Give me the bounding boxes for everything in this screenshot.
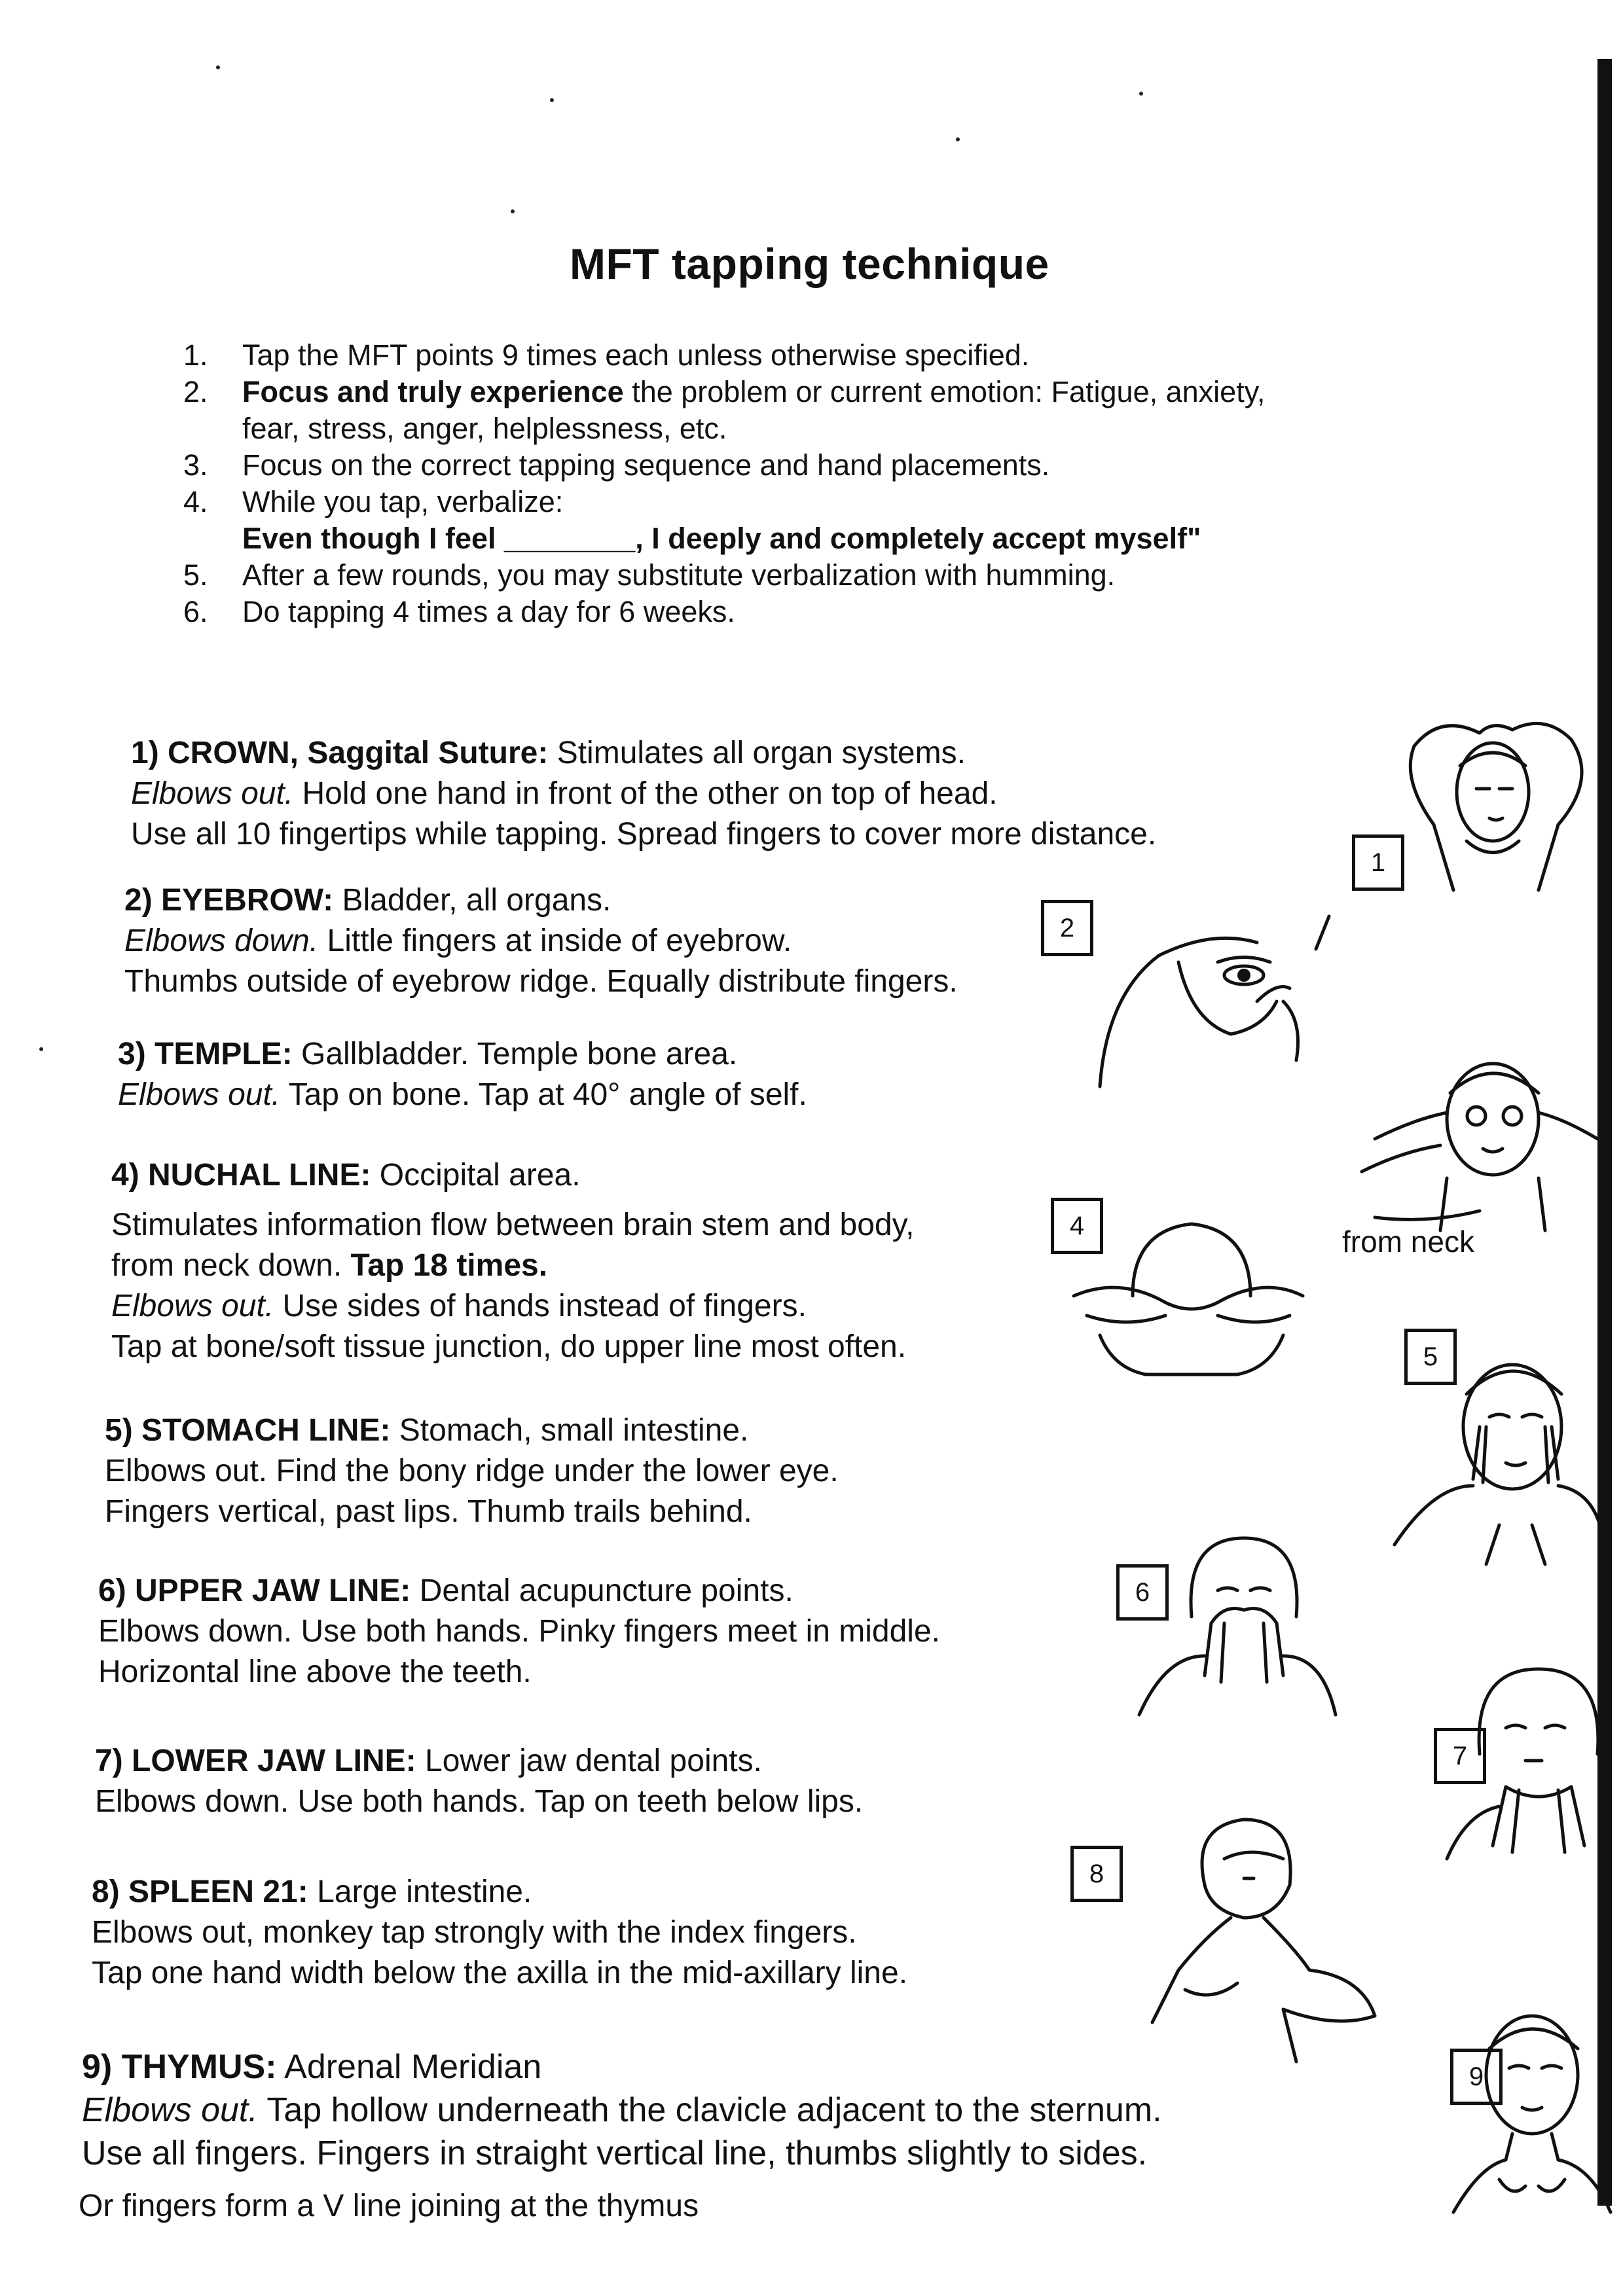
point-instruction: Tap at bone/soft tissue junction, do upper line most often. <box>111 1329 907 1364</box>
upper-jaw-tapping-illustration <box>1126 1525 1342 1721</box>
point-instruction: Horizontal line above the teeth. <box>98 1655 532 1689</box>
scan-speck <box>1139 92 1143 96</box>
point-instruction: Elbows down. Use both hands. Pinky fingers meet in middle. <box>98 1614 940 1649</box>
point-instruction: Elbows out, monkey tap strongly with the index fingers. <box>92 1915 857 1950</box>
scan-speck <box>956 137 960 141</box>
point-description: Large intestine. <box>308 1874 532 1909</box>
point-instruction: Use sides of hands instead of fingers. <box>274 1289 807 1323</box>
point-name: 2) EYEBROW: <box>124 883 334 918</box>
point-instruction: Little fingers at inside of eyebrow. <box>318 924 792 958</box>
scan-speck <box>216 65 220 69</box>
item-text: Tap the MFT points 9 times each unless otherwise specified. <box>242 338 1030 372</box>
spleen-21-tapping-illustration <box>1126 1806 1401 2068</box>
instruction-item <box>183 447 1349 484</box>
crown-tapping-illustration <box>1362 694 1611 916</box>
point-instruction: Elbows out. Find the bony ridge under the lower eye. <box>105 1454 839 1488</box>
point-description: Adrenal Meridian <box>276 2048 542 2086</box>
point-elbow-position: Elbows out. <box>131 776 294 811</box>
point-upper-jaw-line <box>98 1571 940 1693</box>
point-name: 5) STOMACH LINE: <box>105 1413 391 1448</box>
point-instruction: Tap one hand width below the axilla in the mid-axillary line. <box>92 1956 908 1990</box>
point-instruction: Tap hollow underneath the clavicle adjacent to the sternum. <box>257 2091 1162 2129</box>
item-text: While you tap, verbalize: <box>242 485 564 518</box>
point-description: Gallbladder. Temple bone area. <box>292 1037 738 1071</box>
point-lower-jaw-line <box>95 1741 863 1822</box>
affirmation-text: Even though I feel ________, I deeply and completely accept myself" <box>242 522 1201 555</box>
instruction-item <box>183 374 1349 447</box>
from-neck-note: from neck <box>1342 1225 1474 1259</box>
instruction-list <box>183 337 1349 630</box>
instruction-item <box>183 484 1349 557</box>
item-text: Focus on the correct tapping sequence and hand placements. <box>242 448 1050 482</box>
point-stomach-line <box>105 1410 839 1532</box>
point-elbow-position: Elbows out. <box>111 1289 274 1323</box>
point-name: 1) CROWN, Saggital Suture: <box>131 736 549 770</box>
point-elbow-position: Elbows out. <box>82 2091 258 2129</box>
point-instruction: Use all fingers. Fingers in straight vertical line, thumbs slightly to sides. <box>82 2134 1148 2172</box>
point-elbow-position: Elbows out. <box>118 1077 281 1112</box>
point-instruction: Use all 10 fingertips while tapping. Spread fingers to cover more distance. <box>131 817 1157 852</box>
point-instruction: Thumbs outside of eyebrow ridge. Equally distribute fingers. <box>124 964 958 999</box>
point-name: 6) UPPER JAW LINE: <box>98 1573 411 1608</box>
figure-number-box: 5 <box>1404 1329 1457 1385</box>
item-text-continued: fear, stress, anger, helplessness, etc. <box>242 412 727 445</box>
point-description: Stimulates all organ systems. <box>548 736 966 770</box>
point-description: Lower jaw dental points. <box>416 1744 762 1778</box>
point-thymus <box>82 2045 1162 2175</box>
point-name: 8) SPLEEN 21: <box>92 1874 308 1909</box>
figure-number-box: 4 <box>1051 1198 1103 1254</box>
point-instruction: Stimulates information flow between brain stem and body, <box>111 1208 915 1242</box>
item-number: 4. <box>183 485 208 518</box>
point-name: 4) NUCHAL LINE: <box>111 1158 371 1193</box>
scan-speck <box>511 209 515 213</box>
point-crown <box>131 733 1156 855</box>
point-nuchal-line <box>111 1155 914 1367</box>
point-name: 9) THYMUS: <box>82 2048 277 2086</box>
cutoff-line: Or fingers form a V line joining at the thymus <box>79 2189 699 2223</box>
figure-number-box: 7 <box>1434 1728 1486 1784</box>
point-spleen-21 <box>92 1872 907 1994</box>
item-text: Do tapping 4 times a day for 6 weeks. <box>242 595 735 628</box>
lower-jaw-tapping-illustration <box>1440 1656 1617 1872</box>
item-text: the problem or current emotion: Fatigue, anxiety, <box>623 375 1266 408</box>
item-number: 1. <box>183 338 208 372</box>
point-description: Bladder, all organs. <box>333 883 611 918</box>
instruction-item <box>183 337 1349 374</box>
point-instruction: Fingers vertical, past lips. Thumb trails behind. <box>105 1494 752 1529</box>
figure-number-box: 1 <box>1352 834 1404 891</box>
scan-speck <box>39 1047 43 1051</box>
figure-number-box: 6 <box>1116 1564 1169 1621</box>
page-title: MFT tapping technique <box>570 240 1049 288</box>
point-instruction: Elbows down. Use both hands. Tap on teeth below lips. <box>95 1784 864 1819</box>
figure-number-box: 2 <box>1041 900 1093 956</box>
instruction-item <box>183 557 1349 594</box>
item-text: After a few rounds, you may substitute verbalization with humming. <box>242 558 1116 592</box>
point-instruction: Tap on bone. Tap at 40° angle of self. <box>280 1077 807 1112</box>
point-instruction: from neck down. <box>111 1248 351 1283</box>
scan-speck <box>550 98 554 102</box>
thymus-tapping-illustration <box>1440 2003 1617 2225</box>
temple-tapping-illustration <box>1349 1041 1611 1237</box>
figure-number-box: 8 <box>1070 1846 1123 1902</box>
point-description: Stomach, small intestine. <box>390 1413 749 1448</box>
point-name: 7) LOWER JAW LINE: <box>95 1744 416 1778</box>
eyebrow-tapping-illustration <box>1080 890 1342 1106</box>
point-instruction: Hold one hand in front of the other on top of head. <box>293 776 998 811</box>
point-eyebrow <box>124 880 958 1002</box>
nuchal-line-tapping-illustration <box>1061 1217 1316 1394</box>
figure-number-box: 9 <box>1450 2049 1503 2105</box>
point-elbow-position: Elbows down. <box>124 924 319 958</box>
item-number: 3. <box>183 448 208 482</box>
point-tap-count: Tap 18 times. <box>350 1248 548 1283</box>
item-bold-text: Focus and truly experience <box>242 375 624 408</box>
point-name: 3) TEMPLE: <box>118 1037 293 1071</box>
point-description: Occipital area. <box>371 1158 581 1193</box>
item-number: 6. <box>183 595 208 628</box>
item-number: 2. <box>183 375 208 408</box>
point-description: Dental acupuncture points. <box>410 1573 793 1608</box>
point-temple <box>118 1034 807 1115</box>
instruction-item <box>183 594 1349 630</box>
stomach-line-tapping-illustration <box>1381 1329 1617 1571</box>
item-number: 5. <box>183 558 208 592</box>
